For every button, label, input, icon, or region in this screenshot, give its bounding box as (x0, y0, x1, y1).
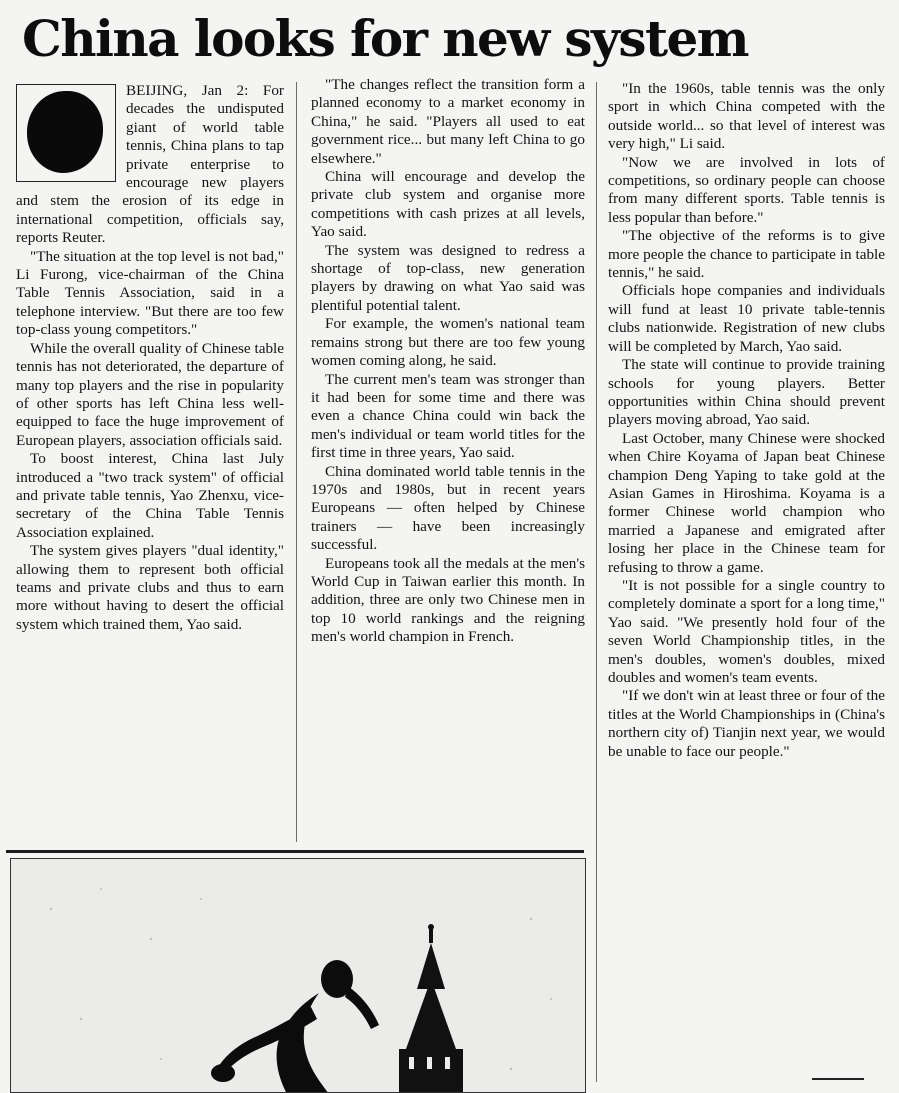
photo-separator-rule (6, 850, 584, 853)
headline: China looks for new system (22, 9, 748, 68)
paragraph: Officials hope companies and individuals will fund at least 10 private table-tennis clubs nationwide. Registration of new clubs will be completed by March, Yao said. (608, 282, 885, 355)
obscured-logo-icon (16, 84, 116, 182)
paragraph: While the overall quality of Chinese table tennis has not deteriorated, the departure of many top players and the rise in popularity of other sports has left China less well-equipped to face the huge improvement of European players, association officials said. (16, 339, 284, 449)
article-end-rule (812, 1078, 864, 1080)
paragraph: Last October, many Chinese were shocked when Chire Koyama of Japan beat Chinese champion Deng Yaping to take gold at the Asian Games in Hiroshima. Koyama is a former Chinese world champion who married a Japanese and emigrated after losing her place in the Chinese team for refusing to throw a game. (608, 429, 885, 576)
paragraph: "The objective of the reforms is to give more people the chance to participate in table tennis," he said. (608, 227, 885, 282)
lead-paragraph: BEIJING, Jan 2: For decades the undisputed giant of world table tennis, China plans to tap private enterprise to encourage new players and stem the erosion of its edge in international competition, officials say, reports Reuter. (16, 82, 284, 247)
paragraph: Europeans took all the medals at the men's World Cup in Taiwan earlier this month. In addition, three are only two Chinese men in top 10 world rankings and the reigning men's world champion in French. (311, 554, 585, 646)
paragraph: "Now we are involved in lots of competitions, so ordinary people can choose from many different sports. Table tennis is less popular than before." (608, 153, 885, 226)
paragraph: The current men's team was stronger than it had been for some time and there was even a chance China could win back the men's individual or team world titles for the first time in three years, Yao said. (311, 370, 585, 462)
article-column-2 (311, 76, 585, 647)
column-rule (596, 82, 597, 1082)
paragraph: The state will continue to provide training schools for young players. Better opportunities within China should prevent players moving abroad, Yao said. (608, 356, 885, 429)
paragraph: To boost interest, China last July introduced a "two track system" of official and private table tennis, Yao Zhenxu, vice-secretary of the China Table Tennis Association explained. (16, 450, 284, 541)
paragraph: China dominated world table tennis in the 1970s and 1980s, but in recent years Europeans — often helped by Chinese trainers — have been increasingly successful. (311, 462, 585, 554)
paragraph: "If we don't win at least three or four of the titles at the World Championships in (China's northern city of) Tianjin next year, we would be unable to face our people." (608, 687, 885, 760)
paragraph: "In the 1960s, table tennis was the only sport in which China competed with the outside world... so that level of interest was very high," Li said. (608, 80, 885, 153)
table-tennis-photo (10, 858, 586, 1093)
paragraph: "The changes reflect the transition form a planned economy to a market economy in China," he said. "Players all used to eat government rice... but many left China to go elsewhere." (311, 76, 585, 167)
column-rule (296, 82, 297, 842)
paragraph: The system gives players "dual identity," allowing them to represent both official teams and private clubs and thus to earn more without having to desert the official system which trained them, Yao said. (16, 542, 284, 633)
article-column-1 (16, 82, 284, 634)
paragraph: For example, the women's national team remains strong but there are too few young women coming along, he said. (311, 315, 585, 370)
photo-illustration (11, 859, 586, 1093)
paragraph: China will encourage and develop the private club system and organise more competitions with cash prizes at all levels, Yao said. (311, 168, 585, 241)
paragraph: "It is not possible for a single country to completely dominate a sport for a long time," Yao said. "We presently hold four of the seven World Championship titles, in the men's doubles, women's doubles, mixed doubles and women's team events. (608, 576, 885, 686)
paragraph: "The situation at the top level is not bad," Li Furong, vice-chairman of the China Table Tennis Association, said in a telephone interview. "But there are too few top-class young competitors." (16, 247, 284, 339)
article-column-3 (608, 80, 885, 761)
paragraph: The system was designed to redress a shortage of top-class, new generation players by drawing on what Yao said was plentiful potential talent. (311, 241, 585, 314)
ink-blot (27, 91, 103, 173)
